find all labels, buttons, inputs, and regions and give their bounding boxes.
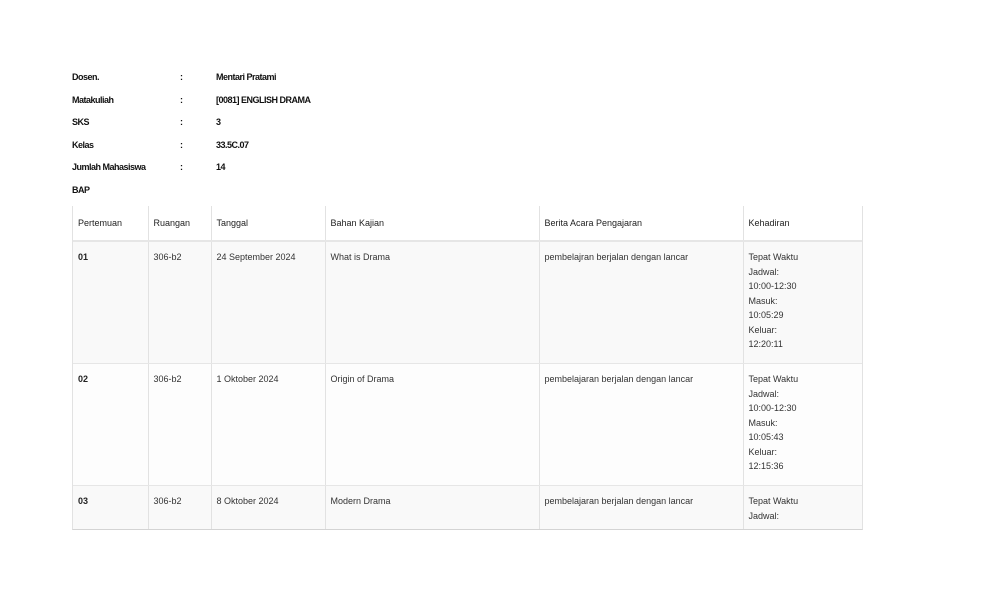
column-header-kehadiran: Kehadiran [743, 206, 862, 241]
attendance-line: 10:00-12:30 [748, 281, 797, 291]
column-header-tanggal: Tanggal [211, 206, 325, 241]
info-label: SKS [72, 117, 90, 128]
attendance-line: 10:05:29 [748, 310, 784, 320]
bap-table [73, 206, 862, 530]
attendance-line: Jadwal: [748, 510, 780, 521]
attendance-line: 12:20:11 [748, 339, 783, 349]
table-row [73, 241, 862, 364]
info-value: 14 [216, 162, 226, 173]
cell-pertemuan: 03 [73, 486, 148, 531]
cell-berita-acara: pembelajaran berjalan dengan lancar [539, 364, 743, 486]
info-label: Jumlah Mahasiswa [72, 162, 146, 173]
info-value: Mentari Pratami [216, 72, 277, 82]
info-separator: : [180, 139, 183, 150]
cell-tanggal: 1 Oktober 2024 [211, 364, 325, 486]
cell-berita-acara: pembelajaran berjalan dengan lancar [539, 486, 743, 531]
cell-tanggal: 8 Oktober 2024 [211, 486, 325, 531]
attendance-status: Tepat Waktu [748, 374, 799, 384]
cell-ruangan: 306-b2 [148, 364, 211, 486]
cell-bahan-kajian: Modern Drama [325, 486, 539, 531]
attendance-line: Keluar: [748, 446, 778, 457]
attendance-line: 10:00-12:30 [748, 403, 797, 413]
column-header-berita-acara: Berita Acara Pengajaran [539, 206, 743, 241]
attendance-line: Jadwal: [748, 388, 780, 399]
info-value: [0081] ENGLISH DRAMA [216, 94, 311, 105]
column-header-ruangan: Ruangan [148, 206, 211, 241]
attendance-status: Tepat Waktu [748, 496, 799, 506]
cell-bahan-kajian: Origin of Drama [325, 364, 539, 486]
info-separator: : [180, 94, 183, 105]
attendance-line: Masuk: [748, 295, 778, 306]
bap-table-container[interactable] [72, 206, 863, 530]
attendance-line: 10:05:43 [748, 432, 784, 442]
attendance-line: 12:15:36 [748, 461, 784, 471]
table-header-row [73, 206, 862, 241]
cell-bahan-kajian: What is Drama [325, 241, 539, 364]
cell-kehadiran [743, 241, 862, 364]
table-row [73, 364, 862, 486]
info-value: 3 [216, 117, 221, 128]
cell-kehadiran [743, 364, 862, 486]
info-separator: : [180, 162, 183, 173]
info-label: Matakuliah [72, 94, 114, 105]
cell-kehadiran [743, 486, 862, 531]
attendance-line: Keluar: [748, 324, 778, 335]
cell-pertemuan: 02 [73, 364, 148, 486]
cell-berita-acara: pembelajran berjalan dengan lancar [539, 241, 743, 364]
cell-pertemuan: 01 [73, 241, 148, 364]
cell-ruangan: 306-b2 [148, 241, 211, 364]
column-header-pertemuan: Pertemuan [73, 206, 148, 241]
column-header-bahan-kajian: Bahan Kajian [325, 206, 539, 241]
attendance-line: Masuk: [748, 417, 778, 428]
info-value: 33.5C.07 [216, 139, 249, 150]
info-separator: : [180, 117, 183, 128]
attendance-line: Jadwal: [748, 266, 780, 277]
info-label: Kelas [72, 139, 94, 150]
cell-ruangan: 306-b2 [148, 486, 211, 531]
bap-title: BAP [72, 185, 90, 195]
info-separator: : [180, 72, 183, 82]
cell-tanggal: 24 September 2024 [211, 241, 325, 364]
attendance-status: Tepat Waktu [748, 252, 799, 262]
table-row [73, 486, 862, 531]
info-label: Dosen. [72, 72, 100, 82]
